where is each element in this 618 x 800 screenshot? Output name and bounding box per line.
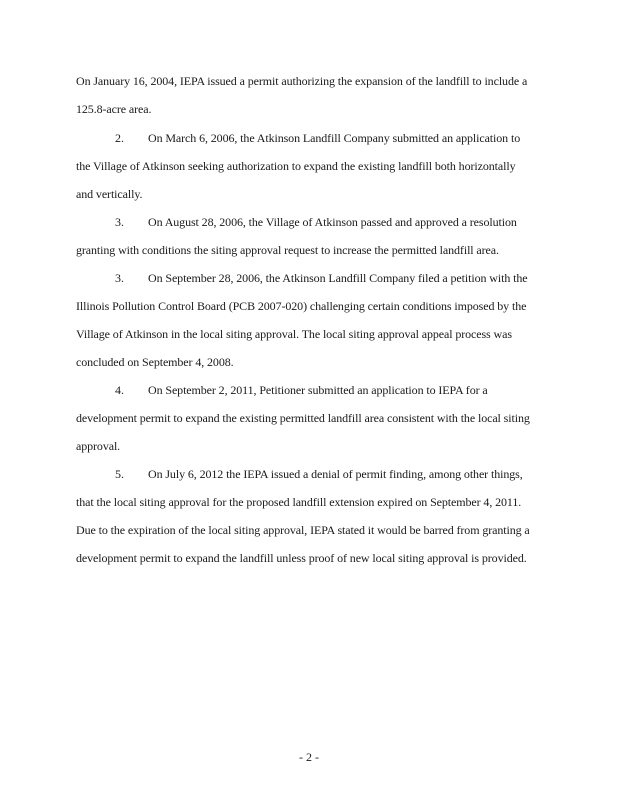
intro-line-1: On January 16, 2004, IEPA issued a permit authorizing the expansion of the landfill to include a (76, 74, 528, 88)
paragraph-line: Due to the expiration of the local siting approval, IEPA stated it would be barred from granting a (76, 523, 530, 537)
paragraph-line: and vertically. (76, 187, 143, 201)
paragraph-number: 4. (115, 383, 124, 397)
paragraph-line: the Village of Atkinson seeking authorization to expand the existing landfill both horizontally (76, 159, 516, 173)
paragraph-line: On July 6, 2012 the IEPA issued a denial of permit finding, among other things, (148, 467, 523, 481)
paragraph-line: that the local siting approval for the proposed landfill extension expired on September 4, 2011. (76, 495, 522, 509)
paragraph-line: concluded on September 4, 2008. (76, 355, 234, 369)
paragraph-line: granting with conditions the siting approval request to increase the permitted landfill area. (76, 243, 499, 257)
paragraph-number: 5. (115, 467, 124, 481)
paragraph-line: development permit to expand the landfill unless proof of new local siting approval is provided. (76, 551, 527, 565)
paragraph-number: 3. (115, 215, 124, 229)
paragraph-line: approval. (76, 439, 121, 453)
paragraph-line: On September 2, 2011, Petitioner submitted an application to IEPA for a (148, 383, 488, 397)
paragraph-line: On September 28, 2006, the Atkinson Landfill Company filed a petition with the (148, 271, 528, 285)
paragraph-number: 2. (115, 131, 124, 145)
intro-line-2: 125.8-acre area. (76, 102, 152, 116)
paragraph-line: On August 28, 2006, the Village of Atkinson passed and approved a resolution (148, 215, 517, 229)
paragraph-line: Illinois Pollution Control Board (PCB 2007-020) challenging certain conditions imposed by the (76, 299, 527, 313)
paragraph-line: development permit to expand the existing permitted landfill area consistent with the local siting (76, 411, 530, 425)
paragraph-line: On March 6, 2006, the Atkinson Landfill Company submitted an application to (148, 131, 521, 145)
page-number: - 2 - (299, 750, 319, 764)
paragraph-number: 3. (115, 271, 124, 285)
paragraph-line: Village of Atkinson in the local siting approval. The local siting approval appeal process was (76, 327, 512, 341)
